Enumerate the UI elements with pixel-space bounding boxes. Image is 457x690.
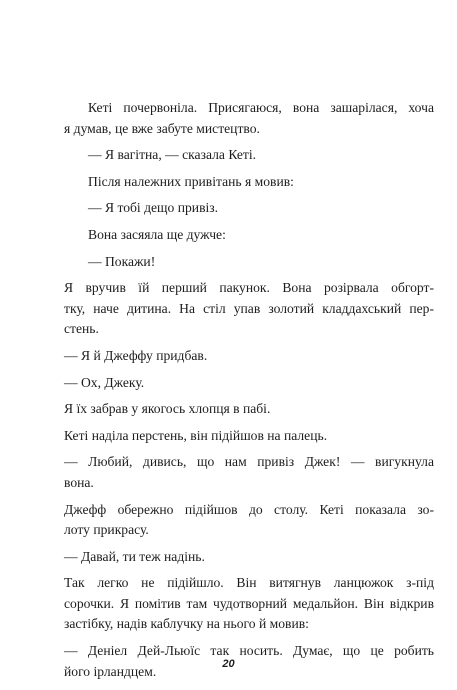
text-line: Кеті почервоніла. Присягаюся, вона зашарілася, хоча [88,100,434,115]
paragraph [64,452,434,493]
text-line: застібку, надів каблучку на нього й мовив: [64,616,309,632]
text-line: стень. [64,321,99,337]
text-line: Вона засяяла ще дужче: [88,226,226,242]
text-line: лоту прикрасу. [64,522,149,538]
text-line: Кеті наділа перстень, він підійшов на палець. [64,427,328,443]
text-line: — Ох, Джеку. [64,374,145,390]
text-line: — Я й Джеффу придбав. [64,347,208,363]
text-line: — Давай, ти теж надінь. [64,548,205,564]
paragraph [64,346,434,367]
paragraph [64,547,434,568]
body-text [64,98,434,688]
text-line: сорочки. Я помітив там чудотворний медальйон. Він відкрив [64,595,434,611]
paragraph [64,252,434,273]
paragraph [64,500,434,541]
paragraph [64,98,434,139]
text-line: — Покажи! [88,253,156,269]
text-line: — Деніел Дей-Льюїс так носить. Думає, що це робить [64,643,434,659]
paragraph [64,278,434,340]
paragraph [64,399,434,420]
text-line: — Любий, дивись, що нам привіз Джек! — вигукнула [64,454,434,470]
paragraph [64,225,434,246]
paragraph [64,145,434,166]
paragraph [64,198,434,219]
text-line: Так легко не підійшло. Він витягнув ланцюжок з-під [64,575,434,591]
text-line: — Я вагітна, — сказала Кеті. [88,147,257,163]
text-line: я думав, це вже забуте мистецтво. [64,120,260,136]
text-line: Після належних привітань я мовив: [88,173,294,189]
text-line: тку, наче дитина. На стіл упав золотий кладдахський пер- [64,300,434,316]
text-line: Джефф обережно підійшов до столу. Кеті показала зо- [64,501,434,517]
text-line: його ірландцем. [64,663,157,679]
paragraph [64,573,434,635]
text-line: — Я тобі дещо привіз. [88,200,219,216]
text-line: вона. [64,474,94,490]
text-line: Я їх забрав у якогось хлопця в пабі. [64,401,271,417]
page-number: 20 [222,658,235,670]
paragraph [64,373,434,394]
paragraph [64,426,434,447]
paragraph [64,172,434,193]
text-line: Я вручив їй перший пакунок. Вона розірвала обгорт- [64,280,434,296]
